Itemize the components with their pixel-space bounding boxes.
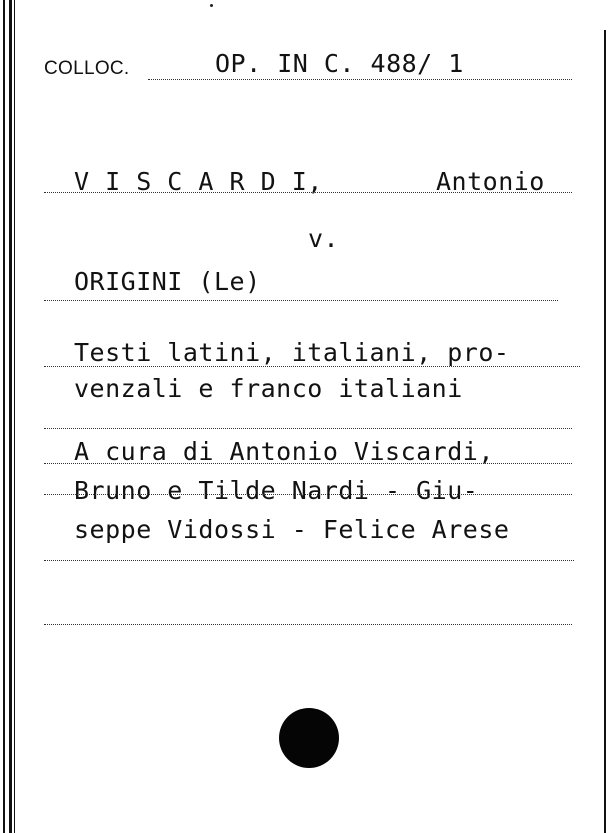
editors-rule bbox=[44, 463, 572, 464]
author-rule bbox=[44, 192, 572, 193]
editors-line-1: A cura di Antonio Viscardi, bbox=[74, 437, 494, 466]
left-border-line bbox=[3, 0, 5, 833]
colloc-value: OP. IN C. 488/ 1 bbox=[215, 49, 464, 78]
blank-rule bbox=[44, 624, 572, 625]
editors-bottom-rule bbox=[44, 560, 574, 561]
subtitle-rule bbox=[44, 366, 580, 367]
title: ORIGINI (Le) bbox=[74, 267, 261, 296]
editors-line-2: Bruno e Tilde Nardi - Giu- bbox=[74, 476, 479, 505]
colloc-rule bbox=[148, 79, 572, 80]
title-rule bbox=[44, 300, 558, 301]
left-border-line bbox=[9, 0, 12, 833]
separator: v. bbox=[308, 224, 340, 253]
author-surname: V I S C A R D I, bbox=[74, 167, 323, 196]
author-forename: Antonio bbox=[436, 167, 545, 196]
subtitle-line-1: Testi latini, italiani, pro- bbox=[74, 338, 510, 367]
ink-speck bbox=[210, 4, 213, 7]
section-rule bbox=[44, 428, 572, 429]
punch-hole bbox=[279, 708, 339, 768]
left-border-line bbox=[14, 0, 15, 833]
right-border-line bbox=[604, 30, 606, 833]
subtitle-line-2: venzali e franco italiani bbox=[74, 374, 463, 403]
editors-strike-rule bbox=[44, 494, 572, 495]
editors-line-3: seppe Vidossi - Felice Arese bbox=[74, 515, 510, 544]
colloc-label: COLLOC. bbox=[44, 58, 130, 79]
